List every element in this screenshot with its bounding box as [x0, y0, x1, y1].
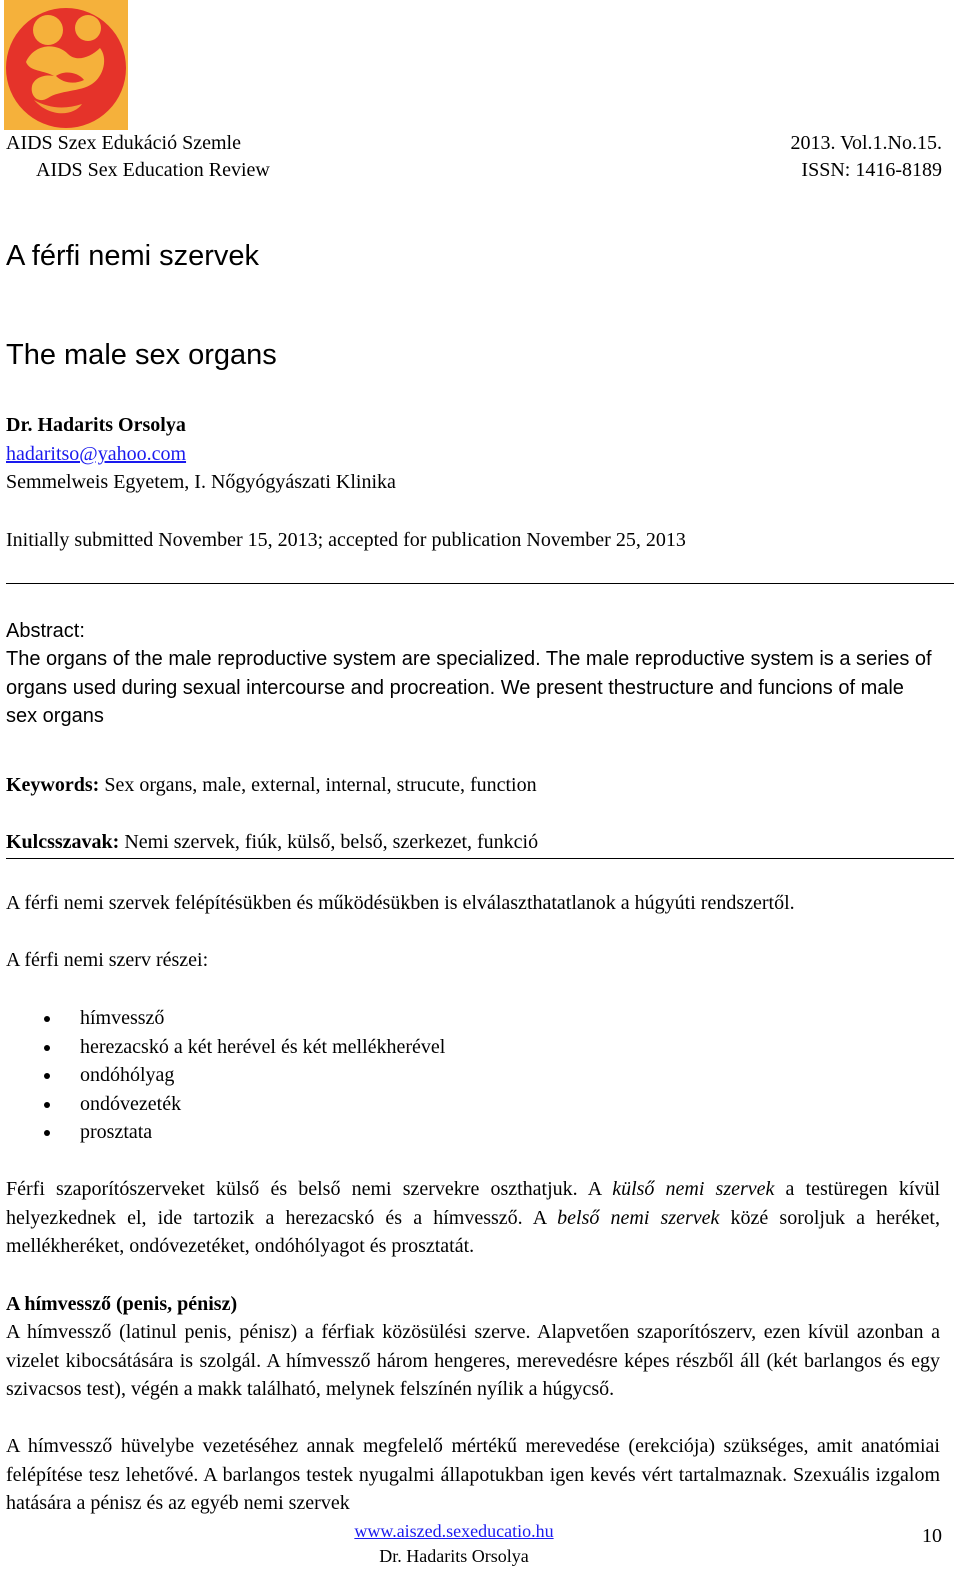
bullet-icon — [44, 1102, 50, 1108]
section-heading: A hímvessző (penis, pénisz) — [6, 1293, 238, 1315]
journal-name-en: AIDS Sex Education Review — [36, 159, 270, 181]
section-paragraph-2: A hímvessző hüvelybe vezetéséhez annak megfelelő mértékű merevedése (erekciója) szükséges, amit anatómiai felépítése tesz lehetővé. A barlangos testek nyugalmi állapotukban igen kevés vért tartalmaznak. Szexuális izgalom hatására a pénisz és az egyéb nemi szervek — [6, 1435, 940, 1515]
list-item: ondóvezeték — [6, 1090, 940, 1119]
bullet-icon — [44, 1073, 50, 1079]
page-number: 10 — [922, 1525, 942, 1547]
classification-paragraph: Férfi szaporítószerveket külső és belső nemi szervekre oszthatjuk. A külső nemi szervek a testüregen kívül helyezkednek el, ide tartozik a herezacskó és a hímvessző. A belső nemi szervek közé soroljuk a heréket, mellékheréket, ondóvezetéket, ondóhólyagot és prosztatát. — [6, 1178, 941, 1258]
submission-dates: Initially submitted November 15, 2013; accepted for publication November 25, 2013 — [6, 529, 686, 551]
divider-top — [6, 583, 954, 584]
list-item: herezacskó a két herével és két mellékherével — [6, 1033, 940, 1062]
journal-issn: ISSN: 1416-8189 — [801, 159, 942, 181]
kulcsszavak-text: Nemi szervek, fiúk, külső, belső, szerkezet, funkció — [119, 831, 539, 853]
footer-website-link[interactable]: www.aiszed.sexeducatio.hu — [354, 1521, 554, 1541]
intro-paragraph: A férfi nemi szervek felépítésükben és működésükben is elválaszthatatlanok a húgyúti rendszertől. — [6, 892, 795, 914]
title-hungarian: A férfi nemi szervek — [6, 240, 260, 272]
red-embracing-figures-logo-icon — [4, 0, 128, 130]
divider-bottom — [6, 858, 954, 859]
list-item: ondóhólyag — [6, 1061, 940, 1090]
parts-intro: A férfi nemi szerv részei: — [6, 949, 209, 971]
footer-author: Dr. Hadarits Orsolya — [379, 1546, 529, 1566]
abstract-label: Abstract: — [6, 620, 85, 642]
parts-list — [6, 1004, 940, 1147]
keywords-text: Sex organs, male, external, internal, strucute, function — [99, 774, 537, 796]
journal-issue: 2013. Vol.1.No.15. — [790, 132, 942, 154]
section-paragraph-1: A hímvessző (latinul penis, pénisz) a férfiak közösülési szerve. Alapvetően szaporítószerv, ezen kívül azonban a vizelet kibocsátására is szolgál. A hímvessző három hengeres, merevedésre képes részből áll (két barlangos és egy szivacsos test), végén a makk található, melynek felszínén nyílik a húgycső. — [6, 1321, 940, 1401]
author-email-link[interactable]: hadaritso@yahoo.com — [6, 443, 187, 465]
author-affiliation: Semmelweis Egyetem, I. Nőgyógyászati Klinika — [6, 471, 396, 493]
title-english: The male sex organs — [6, 339, 277, 371]
kulcsszavak — [6, 828, 538, 856]
list-item: hímvessző — [6, 1004, 940, 1033]
bullet-icon — [44, 1130, 50, 1136]
kulcsszavak-label: Kulcsszavak: — [6, 831, 120, 853]
abstract-text: The organs of the male reproductive system are specialized. The male reproductive system is a series of organs used during sexual intercourse and procreation. We present thestructure and funcions of male sex organs — [6, 648, 932, 727]
author-name: Dr. Hadarits Orsolya — [6, 414, 186, 436]
bullet-icon — [44, 1045, 50, 1051]
keywords — [6, 771, 537, 799]
keywords-label: Keywords: — [6, 774, 100, 796]
journal-logo — [4, 0, 128, 130]
bullet-icon — [44, 1016, 50, 1022]
journal-name-hu: AIDS Szex Edukáció Szemle — [6, 132, 241, 154]
list-item: prosztata — [6, 1118, 940, 1147]
